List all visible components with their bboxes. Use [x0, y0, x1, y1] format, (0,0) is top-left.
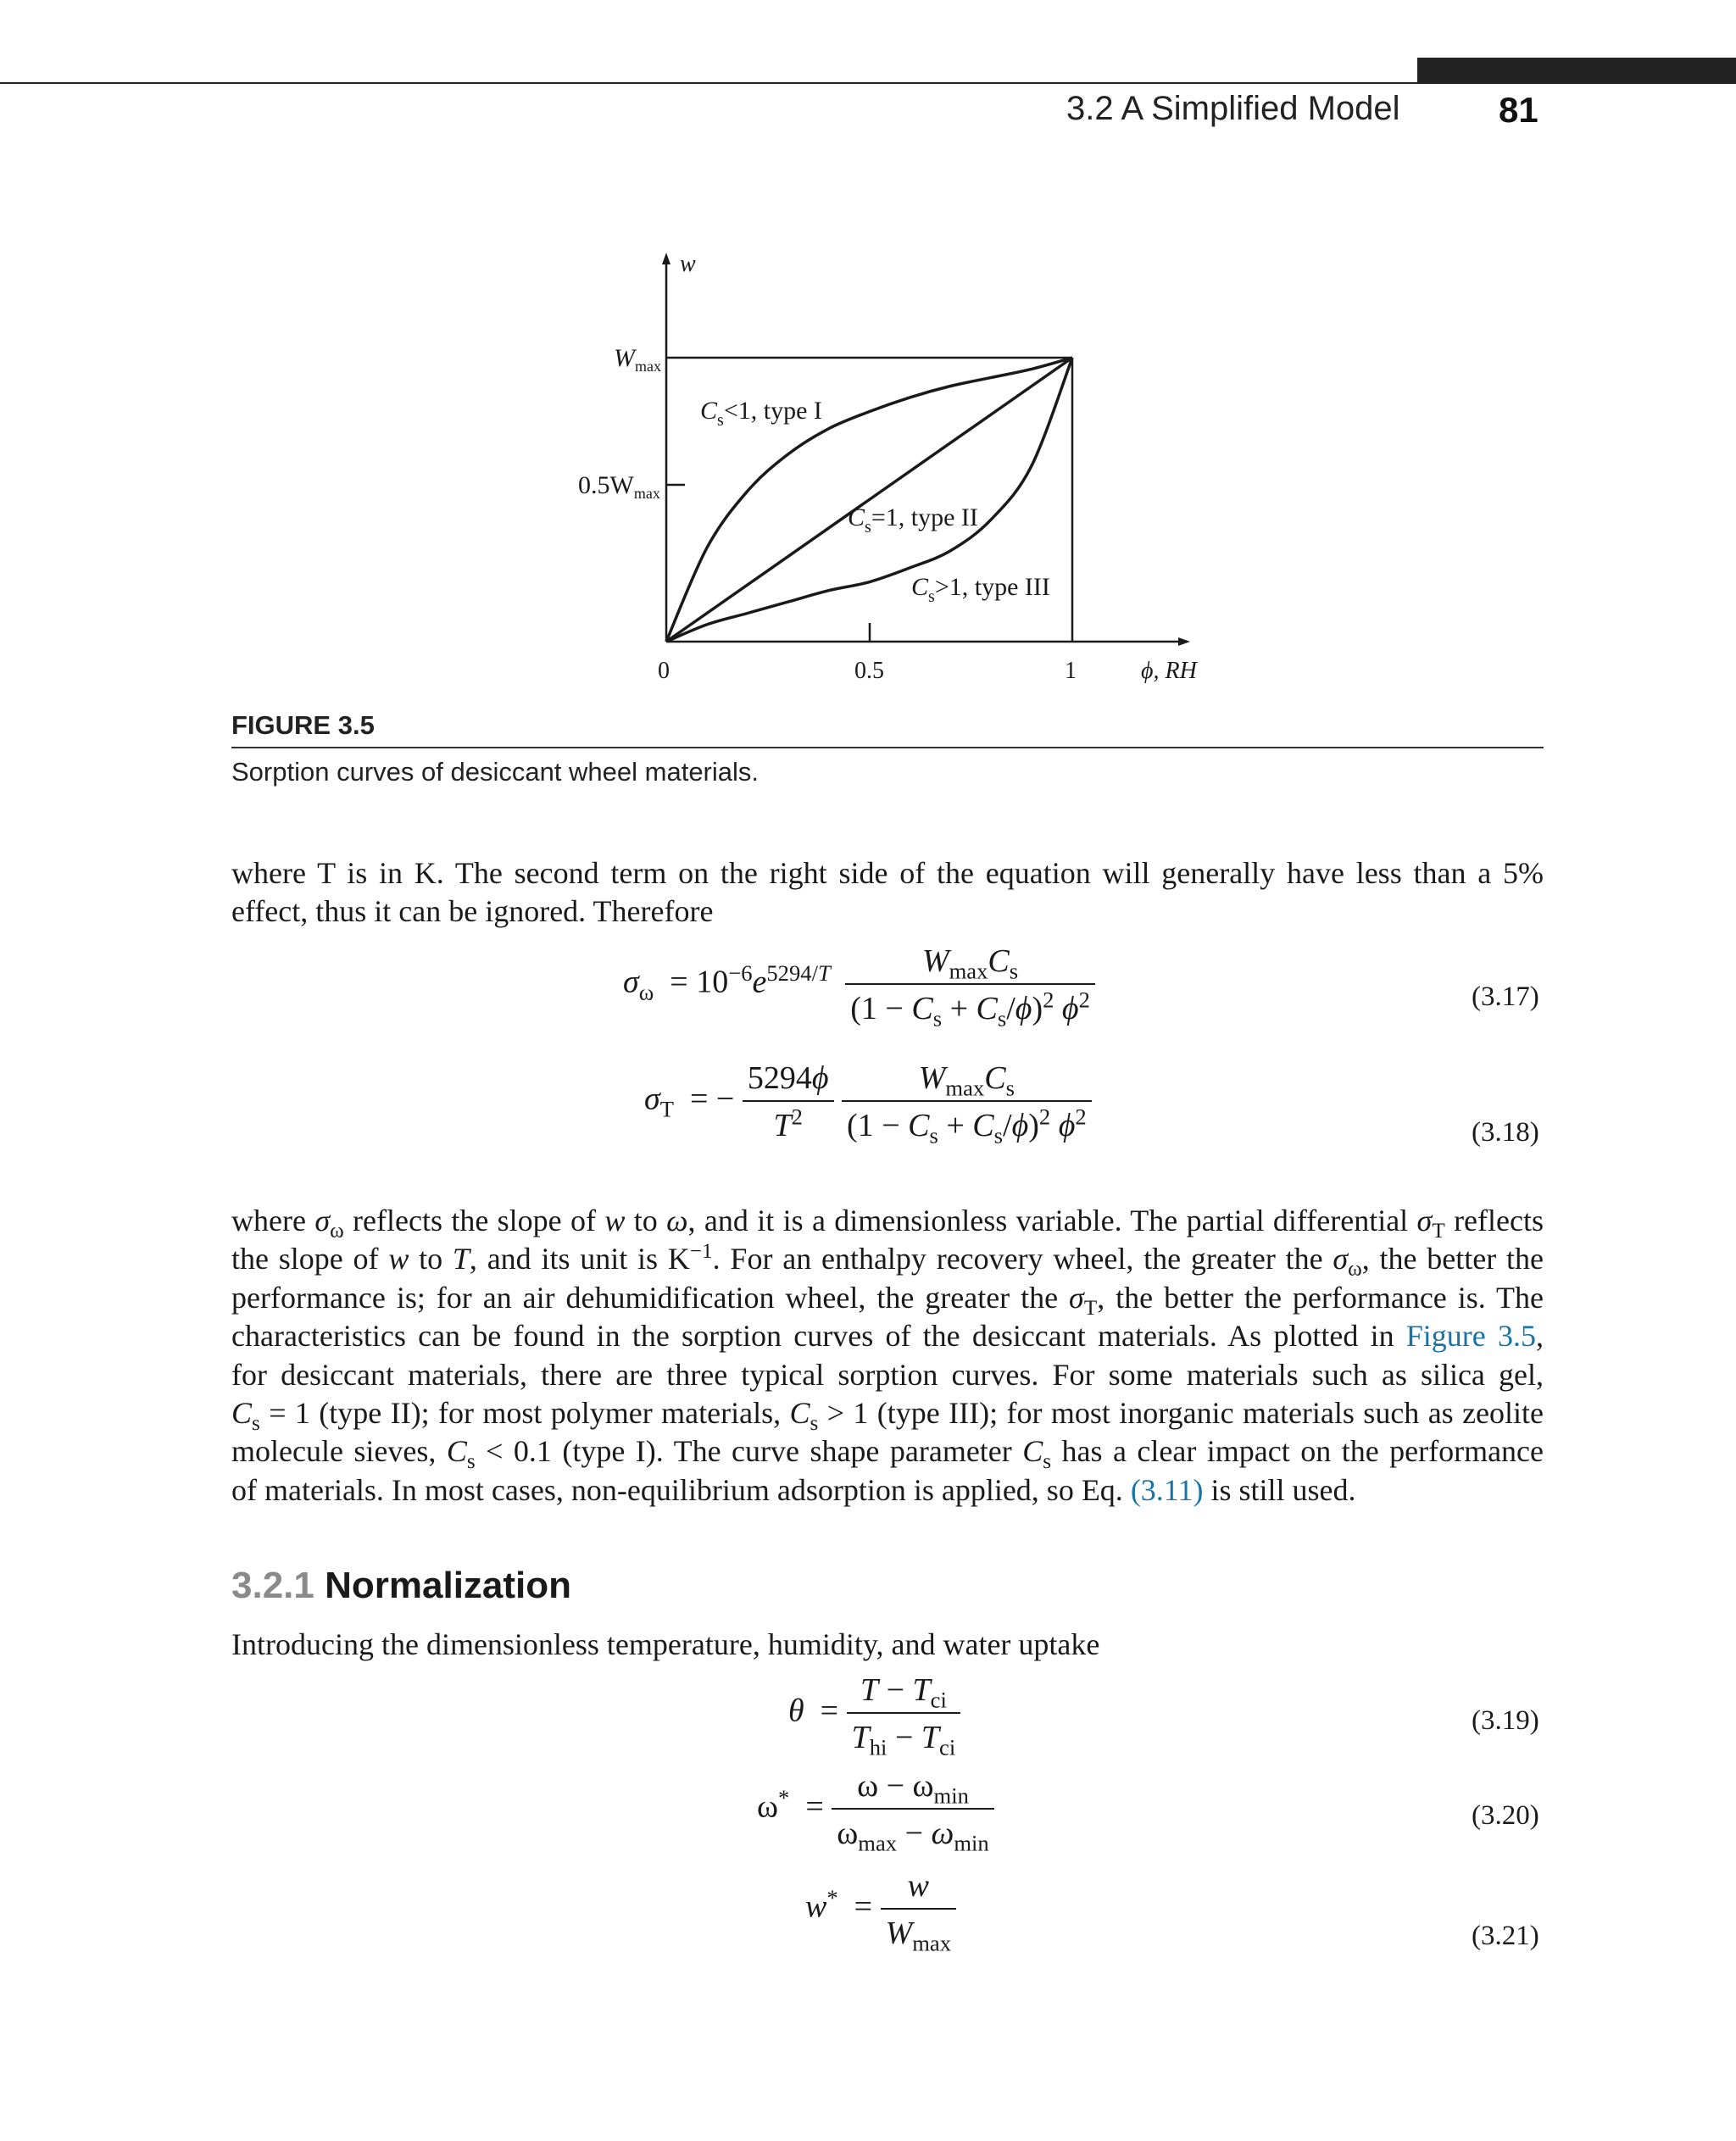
- curve-label-type1: $C_s<1$, type I: [700, 397, 822, 430]
- equation-3-21: w* = $\frac{w}{W_{max}}$: [805, 1867, 956, 1952]
- equation-number-3-19: (3.19): [1472, 1705, 1539, 1736]
- paragraph-1: [231, 854, 1544, 931]
- paragraph-2: where $\sigma_\omega$ reflects the slope of w to ω, and it is a dimensionless variable. The partial differential $\sigma_T$ reflects the slope of w to T, and its unit is $K^{-1}$. For an enthalpy recovery wheel, the greater the $\sigma_\omega$, the better the performance is; for an air dehumidification wheel, the greater the $\sigma_T$, the better the performance is. The characteristics can be found in the sorption curves of the desiccant materials. As plotted in Figure 3.5, for desiccant materials, there are three typical sorption curves. For some materials such as silica gel, $C_s = 1$ (type II); for most polymer materials, $C_s > 1$ (type III); for most inorganic materials such as zeolite molecule sieves, $C_s < 0.1$ (type I). The curve shape parameter $C_s$ has a clear impact on the performance of materials. In most cases, non-equilibrium adsorption is applied, so Eq. (3.11) is still used.: [231, 1204, 1544, 1507]
- x-tick-label-05: 0.5: [854, 658, 884, 684]
- paragraph-1-line-2: effect, thus it can be ignored. Therefore: [231, 894, 714, 929]
- paragraph-3-line-1: Introducing the dimensionless temperature, humidity, and water uptake: [231, 1627, 1100, 1661]
- section-title: Normalization: [325, 1565, 572, 1606]
- curve-label-type3: $C_s>1$, type III: [911, 573, 1050, 606]
- paragraph-3: [231, 1626, 1544, 1664]
- figure-3-5-link[interactable]: Figure 3.5: [1405, 1319, 1536, 1354]
- y-tick-label-half: $0.5W_{max}$: [578, 471, 660, 502]
- y-tick-label-wmax: $W_{max}$: [614, 344, 661, 375]
- equation-3-18: $\sigma_T$ = − $\frac{5294\phi}{T^2}$ $\frac{W_{max}C_s}{(1 - C_s + C_s/\phi)^2 \phi^2}$: [644, 1059, 1092, 1144]
- sorption-chart: [559, 246, 1212, 695]
- figure-label: FIGURE 3.5: [231, 710, 375, 740]
- x-tick-label-0: 0: [658, 658, 670, 684]
- equation-number-3-18: (3.18): [1472, 1117, 1539, 1148]
- curve-label-type2: $C_s=1$, type II: [848, 503, 978, 537]
- equation-3-19: θ = $\frac{T - T_{ci}}{T_{hi} - T_{ci}}$: [788, 1671, 960, 1756]
- section-number: 3.2.1: [231, 1565, 314, 1606]
- equation-3-11-link[interactable]: (3.11): [1130, 1472, 1204, 1507]
- equation-number-3-20: (3.20): [1472, 1800, 1539, 1831]
- equation-3-20: ω* = $\frac{\omega - \omega_{min}}{\omega_{max} - \omega_{min}}$: [757, 1767, 994, 1852]
- running-head: 3.2 A Simplified Model: [1066, 90, 1400, 127]
- equation-number-3-21: (3.21): [1472, 1921, 1539, 1951]
- x-tick-label-1: 1: [1065, 658, 1077, 684]
- paragraph-1-line-1: where T is in K. The second term on the right side of the equation will generally have less than a 5%: [231, 856, 1544, 890]
- x-axis-label: ϕ, RH: [1141, 658, 1197, 684]
- page-number: 81: [1499, 90, 1538, 130]
- y-axis-label: w: [680, 251, 696, 277]
- sorption-figure: [559, 246, 1212, 699]
- figure-rule: [231, 747, 1544, 748]
- equation-3-17: $\sigma_\omega = 10^{-6}e^{5294/T}$ $\frac{W_{max}C_s}{(1 - C_s + C_s/\phi)^2 \phi^2}$: [623, 943, 1095, 1027]
- section-heading: [231, 1565, 571, 1607]
- header-bar: [1417, 58, 1736, 83]
- figure-caption: Sorption curves of desiccant wheel materials.: [231, 757, 760, 787]
- equation-number-3-17: (3.17): [1472, 982, 1539, 1012]
